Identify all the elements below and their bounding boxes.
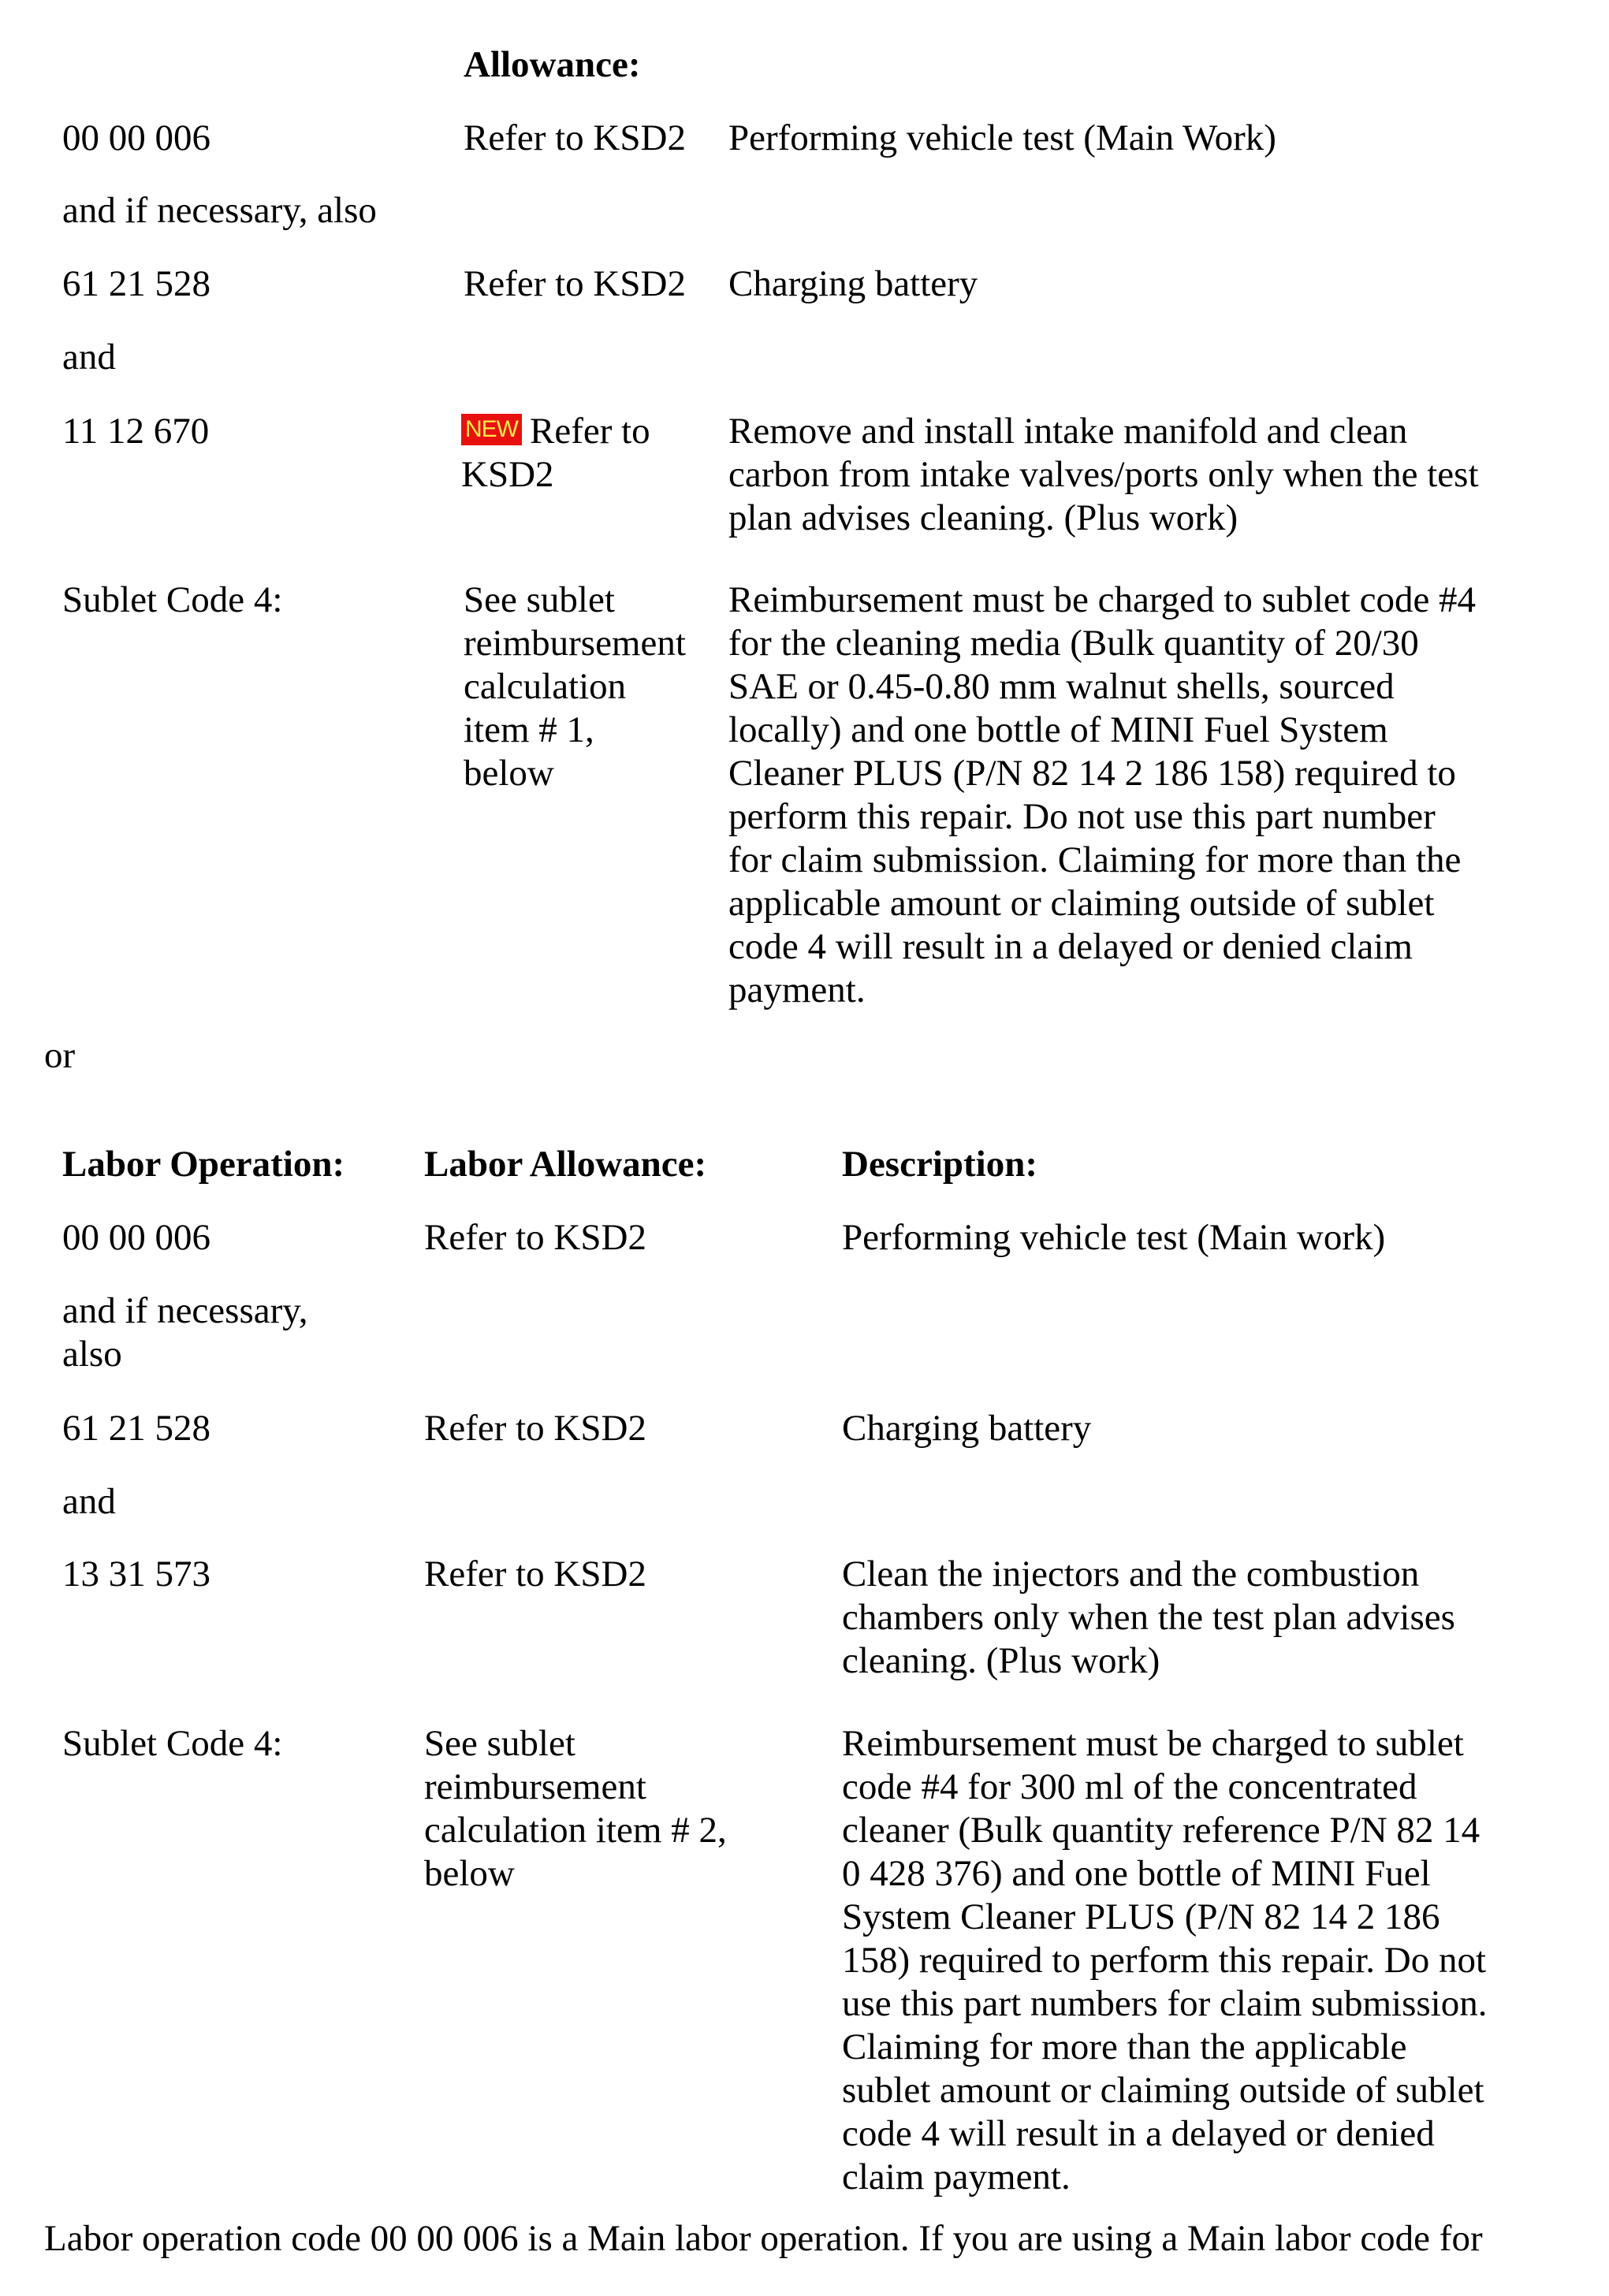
- table2-row4-desc: [842, 1722, 1487, 2199]
- table1-header-allowance: Allowance:: [464, 44, 641, 85]
- table2-header-labor-operation: Labor Operation:: [62, 1144, 345, 1185]
- desc-line: use this part numbers for claim submission.: [842, 1983, 1488, 2024]
- table1-row1-op: 00 00 006: [62, 117, 210, 158]
- desc-line: perform this repair. Do not use this part number: [728, 796, 1436, 837]
- allowance-line: reimbursement: [424, 1766, 646, 1807]
- table1-row4-desc: [728, 579, 1476, 1012]
- table2-row1-allowance: Refer to KSD2: [424, 1217, 646, 1258]
- new-badge-icon: NEW: [461, 414, 522, 445]
- allowance-line: below: [464, 753, 554, 794]
- table2-connector-if-necessary: [62, 1289, 307, 1376]
- desc-line: for claim submission. Claiming for more than the: [728, 839, 1462, 880]
- table1-row3-allowance-line1: Refer to: [530, 411, 650, 452]
- table1-row2-op: 61 21 528: [62, 263, 210, 304]
- table1-row3-allowance: [461, 410, 650, 497]
- allowance-line: calculation: [464, 666, 627, 707]
- allowance-line: See sublet: [464, 579, 615, 620]
- desc-line: 158) required to perform this repair. Do not: [842, 1940, 1487, 1981]
- table1-row1-allowance: Refer to KSD2: [464, 117, 686, 158]
- table2-row3-desc: [842, 1553, 1455, 1683]
- connector-line: also: [62, 1334, 122, 1375]
- desc-line: chambers only when the test plan advises: [842, 1597, 1455, 1638]
- table1-connector-if-necessary: and if necessary, also: [62, 190, 377, 231]
- desc-line: payment.: [728, 969, 866, 1010]
- table2-header-labor-allowance: Labor Allowance:: [424, 1144, 707, 1185]
- table1-row2-allowance: Refer to KSD2: [464, 263, 686, 304]
- desc-line: code #4 for 300 ml of the concentrated: [842, 1766, 1417, 1807]
- connector-line: and if necessary,: [62, 1290, 308, 1331]
- desc-line: carbon from intake valves/ports only when the test: [728, 454, 1479, 495]
- desc-line: sublet amount or claiming outside of sublet: [842, 2070, 1484, 2111]
- table1-row1-desc: Performing vehicle test (Main Work): [728, 117, 1276, 158]
- or-separator: or: [44, 1035, 76, 1076]
- allowance-line: reimbursement: [464, 623, 686, 664]
- table2-row2-op: 61 21 528: [62, 1408, 210, 1449]
- table1-connector-and: and: [62, 337, 116, 378]
- desc-line: cleaner (Bulk quantity reference P/N 82 14: [842, 1810, 1481, 1851]
- desc-line: claim payment.: [842, 2156, 1071, 2197]
- desc-line: Cleaner PLUS (P/N 82 14 2 186 158) required to: [728, 753, 1456, 794]
- footer-paragraph: Labor operation code 00 00 006 is a Main labor operation. If you are using a Main labor code for: [44, 2218, 1483, 2259]
- allowance-line: calculation item # 2,: [424, 1810, 727, 1851]
- desc-line: plan advises cleaning. (Plus work): [728, 497, 1238, 538]
- table2-row4-allowance: [424, 1722, 727, 1896]
- desc-line: System Cleaner PLUS (P/N 82 14 2 186: [842, 1896, 1440, 1937]
- desc-line: Remove and install intake manifold and clean: [728, 411, 1408, 452]
- allowance-line: item # 1,: [464, 709, 594, 750]
- table2-row2-desc: Charging battery: [842, 1408, 1092, 1449]
- table1-row3-desc: [728, 410, 1479, 540]
- table2-header-description: Description:: [842, 1144, 1038, 1185]
- desc-line: SAE or 0.45-0.80 mm walnut shells, sourced: [728, 666, 1395, 707]
- allowance-line: below: [424, 1853, 515, 1894]
- table2-row1-op: 00 00 006: [62, 1217, 210, 1258]
- table2-row4-op: Sublet Code 4:: [62, 1723, 283, 1764]
- table2-row1-desc: Performing vehicle test (Main work): [842, 1217, 1386, 1258]
- table1-row4-allowance: [464, 579, 686, 795]
- desc-line: locally) and one bottle of MINI Fuel System: [728, 709, 1388, 750]
- desc-line: Clean the injectors and the combustion: [842, 1554, 1420, 1595]
- table1-row3-op: 11 12 670: [62, 411, 210, 452]
- table2-connector-and: and: [62, 1481, 116, 1522]
- desc-line: code 4 will result in a delayed or denied: [842, 2113, 1435, 2154]
- allowance-line: See sublet: [424, 1723, 575, 1764]
- table1-row3-allowance-line2: KSD2: [461, 454, 554, 495]
- table1-row2-desc: Charging battery: [728, 263, 978, 304]
- desc-line: Claiming for more than the applicable: [842, 2026, 1407, 2067]
- desc-line: Reimbursement must be charged to sublet: [842, 1723, 1464, 1764]
- table1-row4-op: Sublet Code 4:: [62, 579, 283, 620]
- table2-row3-op: 13 31 573: [62, 1554, 210, 1595]
- table2-row2-allowance: Refer to KSD2: [424, 1408, 646, 1449]
- desc-line: cleaning. (Plus work): [842, 1640, 1160, 1681]
- desc-line: code 4 will result in a delayed or denied claim: [728, 926, 1413, 967]
- desc-line: applicable amount or claiming outside of sublet: [728, 883, 1435, 924]
- desc-line: 0 428 376) and one bottle of MINI Fuel: [842, 1853, 1431, 1894]
- desc-line: Reimbursement must be charged to sublet code #4: [728, 579, 1477, 620]
- desc-line: for the cleaning media (Bulk quantity of 20/30: [728, 623, 1419, 664]
- table2-row3-allowance: Refer to KSD2: [424, 1554, 646, 1595]
